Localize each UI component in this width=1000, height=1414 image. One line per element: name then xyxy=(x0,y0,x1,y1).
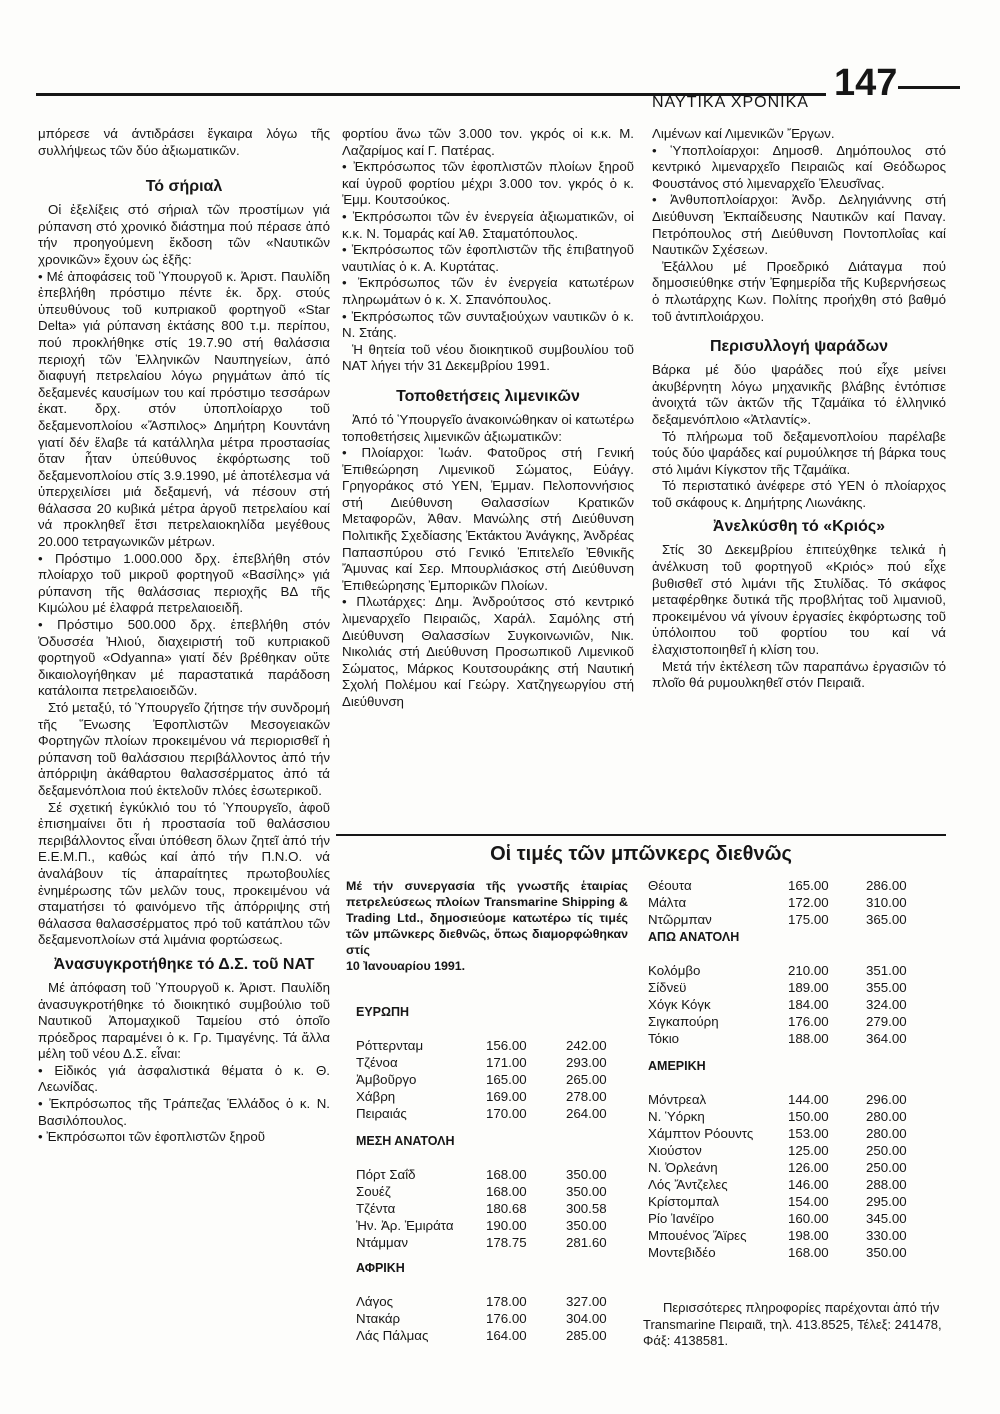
column-2 xyxy=(342,126,634,711)
price-mdo: 310.00 xyxy=(866,895,907,910)
price-row xyxy=(648,1013,944,1030)
paragraph: • Ἐκπρόσωποι τῶν ἐφοπλιστῶν ξηροῦ xyxy=(38,1129,266,1145)
port-name: Ντάμμαν xyxy=(356,1235,409,1250)
price-ifo: 170.00 xyxy=(486,1106,527,1121)
price-row xyxy=(648,894,944,911)
heading-nat-board: Ἀνασυγκροτήθηκε τό Δ.Σ. τοῦ ΝΑΤ xyxy=(53,955,315,973)
price-ifo: 184.00 xyxy=(788,997,829,1012)
price-ifo: 144.00 xyxy=(788,1092,829,1107)
paragraph: Μέ ἀπόφαση τοῦ Ὑπουργοῦ κ. Ἀριστ. Παυλίδη ἀνασυγκροτήθηκε τό διοικητικό συμβούλιο τοῦ Ναυτικοῦ Ἀπομαχικοῦ Ταμείου στό ὁποῖο πρόεδρος παραμένει ὁ κ. Γρ. Τιμαγένης. Τά ἄλλα μέλη τοῦ νέου Δ.Σ. εἶναι: xyxy=(38,979,330,1062)
price-mdo: 278.00 xyxy=(566,1089,607,1104)
paragraph: Σέ σχετική ἐγκύκλιό του τό Ὑπουργεῖο, ἀφοῦ ἐπισημαίνει ὅτι ἡ προστασία τοῦ θαλάσσιου περιβάλλοντος εἶναι ὑπόθεση ὅλων ζητεῖ ἀπό τήν Ε.Ε.Μ.Π., καθώς καί ἀπό τήν Π.Ν.Ο. νά ἀναλάβουν τίς ἀπαραίτητες πρωτοβουλίες ἐνημέρωσης τῶν μελῶν τους, προκειμένου νά σταματήσει τό φαινόμενο τῆς ἀπόρριψης στή θάλασσα θαλασσέρματος πρό τοῦ κατάπλου τῶν δεξαμενοπλοίων στά λιμάνια φορτώσεως. xyxy=(38,799,330,948)
port-name: Τζένοα xyxy=(356,1055,398,1070)
paragraph: • Ἐκπρόσωπος τῶν ἐφοπλιστῶν πλοίων ξηροῦ καί ὑγροῦ φορτίου μέχρι 3.000 τον. γκρός ὁ κ. Ἐμμ. Κουτσούκος. xyxy=(342,159,634,208)
paragraph: Τό πλήρωμα τοῦ δεξαμενοπλοίου παρέλαβε τούς δύο ψαράδες καί ρυμούλκησε τή βάρκα τους στό λιμάνι Κίγκστον τῆς Τζαμάϊκα. xyxy=(652,428,946,477)
price-row xyxy=(648,1125,944,1142)
price-ifo: 171.00 xyxy=(486,1055,527,1070)
port-name: Ν. Ὀρλεάνη xyxy=(648,1160,718,1175)
heading-serial: Τό σήριαλ xyxy=(145,178,223,196)
price-mdo: 351.00 xyxy=(866,963,907,978)
port-name: Μοντεβιδέο xyxy=(648,1245,716,1260)
port-name: Τζέντα xyxy=(356,1201,396,1216)
region-africa: ΑΦΡΙΚΗ xyxy=(356,1261,405,1275)
price-mdo: 324.00 xyxy=(866,997,907,1012)
price-ifo: 165.00 xyxy=(486,1072,527,1087)
port-name: Χάμπτον Ρόουντς xyxy=(648,1126,754,1141)
price-row xyxy=(648,877,944,894)
port-name: Λάγος xyxy=(356,1294,394,1309)
price-mdo: 327.00 xyxy=(566,1294,607,1309)
price-mdo: 365.00 xyxy=(866,912,907,927)
price-ifo: 164.00 xyxy=(486,1328,527,1343)
price-row xyxy=(648,962,944,979)
paragraph: • Εἰδικός γιά ἀσφαλιστικά θέματα ὁ κ. Θ. Λεωνίδας. xyxy=(38,1062,330,1095)
bunker-table-right xyxy=(648,877,944,1261)
port-name: Ρίο Ἰανέϊρο xyxy=(648,1211,715,1226)
price-mdo: 280.00 xyxy=(866,1109,907,1124)
price-ifo: 175.00 xyxy=(788,912,829,927)
price-ifo: 169.00 xyxy=(486,1089,527,1104)
bunker-intro xyxy=(346,878,628,974)
rows-mideast xyxy=(356,1166,636,1251)
price-ifo: 153.00 xyxy=(788,1126,829,1141)
price-row xyxy=(648,1244,944,1261)
heading-krios-salvage: Ἀνελκύσθη τό «Κριός» xyxy=(712,518,886,536)
price-row xyxy=(648,1227,944,1244)
price-row xyxy=(648,1108,944,1125)
heading-fishermen-rescue: Περισυλλογή ψαράδων xyxy=(710,338,888,356)
price-row xyxy=(356,1293,636,1310)
price-mdo: 250.00 xyxy=(866,1160,907,1175)
port-name: Λός Ἄντζελες xyxy=(648,1177,728,1192)
price-row xyxy=(648,1030,944,1047)
page-number: 147 xyxy=(834,62,898,104)
price-mdo: 350.00 xyxy=(566,1167,607,1182)
port-name: Μάλτα xyxy=(648,895,687,910)
port-name: Πειραιάς xyxy=(356,1106,407,1121)
price-mdo: 280.00 xyxy=(866,1126,907,1141)
price-row xyxy=(356,1327,636,1344)
price-row xyxy=(648,1193,944,1210)
price-ifo: 198.00 xyxy=(788,1228,829,1243)
paragraph: • Μέ ἀποφάσεις τοῦ Ὑπουργοῦ κ. Ἀριστ. Παυλίδη ἐπεβλήθη πρόστιμο πέντε ἑκ. δρχ. στούς ὑπευθύνους τοῦ κυπριακοῦ φορτηγοῦ «Star Delta» γιά ρύπανση ἐκτάσης 800 τ.μ. περίπου, πού προκλήθηκε στίς 19.7.90 στή θαλάσσια περιοχή τῶν Ἑλληνικῶν Ναυπηγείων, ἀπό διαφυγή πετρελαίου λόγω ρηγμάτων ἀπό τίς δεξαμενές καυσίμων του καί πρόστιμο τεσσάρων ἑκατ. δρχ. στόν ὑποπλοίαρχο τοῦ δεξαμενοπλοίου «Ἄσπιλος» Δημήτρη Κουντάνη γιατί δέν ἔλαβε τά κατάλληλα μέτρα προστασίας ὅταν ἦταν ὑπεύθυνος ἐκφόρτωσης τοῦ δεξαμενοπλοίου στίς 3.9.1990, μέ ἀποτέλεσμα νά ὑπερχειλίσει μιά δεξαμενή, νά πέσουν στή θάλασσα 20 κυβικά μέτρα ἀργοῦ πετρελαίου καί νά προκληθεῖ ἔτσι πετρελαιοκηλίδα μεγέθους 20.000 τετραγωνικῶν μέτρων. xyxy=(38,268,330,550)
price-row xyxy=(356,1088,636,1105)
price-row xyxy=(356,1217,636,1234)
rows-america xyxy=(648,1091,944,1261)
price-mdo: 265.00 xyxy=(566,1072,607,1087)
price-row xyxy=(648,911,944,928)
price-row xyxy=(648,979,944,996)
price-mdo: 293.00 xyxy=(566,1055,607,1070)
price-row xyxy=(648,1142,944,1159)
paragraph: • Ἐκπρόσωπος τῆς Τράπεζας Ἑλλάδος ὁ κ. Ν. Βασιλόπουλος. xyxy=(38,1096,330,1128)
port-name: Ντῶρμπαν xyxy=(648,912,712,927)
footer-text: Περισσότερες πληροφορίες παρέχονται ἀπό τήν Transmarine Πειραιᾶ, τηλ. 413.8525, Τέλεξ: 241478, Φάξ: 4138581. xyxy=(643,1300,942,1348)
paragraph: Στίς 30 Δεκεμβρίου ἐπιτεύχθηκε τελικά ἡ ἀνέλκυση τοῦ φορτηγοῦ «Κριός» πού εἶχε βυθισθεῖ στό λιμάνι τῆς Στυλίδας. Τό σκάφος μεταφέρθηκε δυτικά τῆς προβλήτας τοῦ λιμανιοῦ, προκειμένου νά γίνουν ἐργασίες ἐκφόρτωσης τοῦ ὑπόλοιπου τοῦ φορτίου του καί νά ἐλαχιστοποιηθεῖ ἡ κλίση του. xyxy=(652,542,946,658)
rows-europe xyxy=(356,1037,636,1122)
paragraph: Τό περιστατικό ἀνέφερε στό ΥΕΝ ὁ πλοίαρχος τοῦ σκάφους κ. Δημήτρης Λιωνάκης. xyxy=(652,478,946,510)
price-mdo: 355.00 xyxy=(866,980,907,995)
paragraph: • Πλοίαρχοι: Ἰωάν. Φατοῦρος στή Γενική Ἐπιθεώρηση Λιμενικοῦ Σώματος, Εὐάγγ. Γρηγοράκος στό ΥΕΝ, Ἐμμαν. Πελοποννήσιος στή Διεύθυνση Θαλασσίων Κρατικῶν Μεταφορῶν, Ἀθαν. Μανώλης στή Διεύθυνση Πολιτικῆς Σχεδίασης Ἐκτάκτου Ἀνάγκης, Ἀνδρέας Παπασπύρου στό Γενικό Ἐπιτελεῖο Ἐθνικῆς Ἄμυνας καί Σερ. Μπουρλιάσκος στή Διεύθυνση Ἐπιθεώρησης Ἐμπορικῶν Πλοίων. xyxy=(342,445,634,593)
port-name: Σουέζ xyxy=(356,1184,391,1199)
price-row xyxy=(648,1176,944,1193)
price-mdo: 264.00 xyxy=(566,1106,607,1121)
paragraph: • Ἐκπρόσωπος τῶν συνταξιούχων ναυτικῶν ὁ κ. Ν. Στάης. xyxy=(342,308,634,341)
price-mdo: 304.00 xyxy=(566,1311,607,1326)
price-mdo: 345.00 xyxy=(866,1211,907,1226)
price-row xyxy=(356,1234,636,1251)
port-name: Τόκιο xyxy=(648,1031,680,1046)
price-ifo: 125.00 xyxy=(788,1143,829,1158)
paragraph: Στό μεταξύ, τό Ὑπουργεῖο ζήτησε τήν συνδρομή τῆς Ἕνωσης Ἐφοπλιστῶν Μεσογειακῶν Φορτηγῶν πλοίων προκειμένου νά περιορισθεῖ ἡ ρύπανση τοῦ θαλάσσιου περιβάλλοντος ἀπό τήν ἀπόρριψη ἀκάθαρτου θαλασσέρματος ἀπό τά δεξαμενόπλοια πού ἐκτελοῦν πλόες ἐσωτερικοῦ. xyxy=(38,700,330,798)
paragraph: • Ἐκπρόσωπος τῶν ἐφοπλιστῶν τῆς ἐπιβατηγοῦ ναυτιλίας ὁ κ. Α. Κυρτάτας. xyxy=(342,242,634,274)
heading-port-appointments: Τοποθετήσεις λιμενικῶν xyxy=(396,387,580,405)
port-name: Κρίστομπαλ xyxy=(648,1194,720,1209)
price-ifo: 154.00 xyxy=(788,1194,829,1209)
price-mdo: 330.00 xyxy=(866,1228,907,1243)
port-name: Ν. Ὑόρκη xyxy=(648,1109,705,1124)
port-name: Σιγκαπούρη xyxy=(648,1014,719,1029)
paragraph: Βάρκα μέ δύο ψαράδες πού εἶχε μείνει ἀκυβέρνητη λόγω μηχανικῆς βλάβης ἐντόπισε ἀνοιχτά τῶν ἀκτῶν τῆς Τζαμάϊκα τό ἑλληνικό δεξαμενόπλοιο «Ἀτλαντίς». xyxy=(652,362,946,427)
price-mdo: 296.00 xyxy=(866,1092,907,1107)
price-ifo: 168.00 xyxy=(486,1184,527,1199)
paragraph: μπόρεσε νά άντιδράσει ἔγκαιρα λόγω τῆς συλλήψεως τῶν δύο ἀξιωματικῶν. xyxy=(38,126,330,158)
paragraph: Οἱ ἐξελίξεις στό σήριαλ τῶν προστίμων γιά ρύπανση στό χρονικό διάστημα πού πέρασε ἀπό τήν προηγούμενη ἔκδοση τῶν «Ναυτικῶν χρονικῶν» ἔχουν ὡς ἑξῆς: xyxy=(38,202,330,267)
price-ifo: 210.00 xyxy=(788,963,829,978)
intro-text: Μέ τήν συνεργασία τῆς γνωστῆς ἑταιρίας πετρελεύσεως πλοίων Transmarine Shipping & Trading Ltd., δημοσιεύομε κατωτέρω τίς τιμές τῶν μπῶνκερς διεθνῶς, ὅπως διαμορφώθηκαν στίς xyxy=(346,879,628,957)
price-mdo: 281.60 xyxy=(566,1235,607,1250)
price-mdo: 350.00 xyxy=(866,1245,907,1260)
price-row xyxy=(648,1210,944,1227)
price-ifo: 168.00 xyxy=(486,1167,527,1182)
port-name: Μπουένος Ἄϊρες xyxy=(648,1228,747,1243)
price-mdo: 295.00 xyxy=(866,1194,907,1209)
port-name: Λάς Πάλμας xyxy=(356,1328,429,1343)
paragraph: Λιμένων καί Λιμενικῶν Ἔργων. xyxy=(652,126,835,141)
price-mdo: 285.00 xyxy=(566,1328,607,1343)
port-name: Κολόμβο xyxy=(648,963,701,978)
price-ifo: 188.00 xyxy=(788,1031,829,1046)
column-1 xyxy=(38,126,330,1146)
rows-africa xyxy=(356,1293,636,1344)
price-mdo: 364.00 xyxy=(866,1031,907,1046)
paragraph: Ἀπό τό Ὑπουργεῖο ἀνακοινώθηκαν οἱ κατωτέρω τοποθετήσεις λιμενικῶν ἀξιωματικῶν: xyxy=(342,411,634,444)
paragraph: • Πρόστιμο 500.000 δρχ. ἐπεβλήθη στόν Ὀδυσσέα Ἠλιού, διαχειριστή τοῦ κυπριακοῦ φορτηγοῦ «Odyanna» γιατί δέν βρέθηκαν οὔτε δικαιολογήθηκαν μέ παραστατικά παράδοση κατάλοιπα πετρελαιοειδῶν. xyxy=(38,617,330,699)
price-mdo: 242.00 xyxy=(566,1038,607,1053)
paragraph: Ἡ θητεία τοῦ νέου διοικητικοῦ συμβουλίου τοῦ ΝΑΤ λήγει τήν 31 Δεκεμβρίου 1991. xyxy=(342,341,634,374)
price-ifo: 150.00 xyxy=(788,1109,829,1124)
price-mdo: 350.00 xyxy=(566,1184,607,1199)
price-row xyxy=(356,1071,636,1088)
region-europe: ΕΥΡΩΠΗ xyxy=(356,1005,410,1019)
price-row xyxy=(356,1310,636,1327)
price-row xyxy=(356,1200,636,1217)
port-name: Χόγκ Κόγκ xyxy=(648,997,711,1012)
section-rule xyxy=(336,834,946,836)
paragraph: • Ὑποπλοίαρχοι: Δημοσθ. Δημόπουλος στό κεντρικό λιμεναρχεῖο Πειραιῶς καί Θεόδωρος Φουστάνος στό λιμεναρχεῖο Ἐλευσῖνας. xyxy=(652,142,946,191)
rows-fareast xyxy=(648,962,944,1047)
paragraph: • Ἀνθυποπλοίαρχοι: Ἀνδρ. Δεληγιάννης στή Διεύθυνση Ἐκπαίδευσης Ναυτικῶν καί Παναγ. Πετρόπουλος στή Διεύθυνση Ποντοπλοΐας καί Ναυτικῶν Σχέσεων. xyxy=(652,192,946,258)
magazine-title: ΝΑΥΤΙΚΑ ΧΡΟΝΙΚΑ xyxy=(652,94,809,111)
price-row xyxy=(356,1054,636,1071)
port-name: Ρόττερνταμ xyxy=(356,1038,424,1053)
price-ifo: 146.00 xyxy=(788,1177,829,1192)
price-ifo: 160.00 xyxy=(788,1211,829,1226)
bunker-prices-title: Οἱ τιμές τῶν μπῶνκερς διεθνῶς xyxy=(490,843,792,865)
port-name: Σίδνεϋ xyxy=(648,980,687,995)
price-ifo: 178.75 xyxy=(486,1235,527,1250)
price-ifo: 126.00 xyxy=(788,1160,829,1175)
price-row xyxy=(356,1183,636,1200)
price-mdo: 250.00 xyxy=(866,1143,907,1158)
paragraph: Ἐξάλλου μέ Προεδρικό Διάταγμα πού δημοσιεύθηκε στήν Ἐφημερίδα τῆς Κυβερνήσεως ὁ πλωτάρχης Κων. Πολίτης προήχθη στό βαθμό τοῦ ἀντιπλοιάρχου. xyxy=(652,258,946,324)
paragraph: Μετά τήν ἐκτέλεση τῶν παραπάνω ἐργασιῶν τό πλοῖο θά ρυμουλκηθεῖ στόν Πειραιᾶ. xyxy=(652,658,946,691)
bunker-footer xyxy=(643,1300,943,1350)
price-ifo: 165.00 xyxy=(788,878,829,893)
port-name: Χάβρη xyxy=(356,1089,396,1104)
price-ifo: 168.00 xyxy=(788,1245,829,1260)
port-name: Ἀμβοῦργο xyxy=(356,1072,417,1087)
paragraph: • Ἐκπρόσωπος τῶν ἐν ἐνεργεία κατωτέρων πληρωμάτων ὁ κ. Χ. Σπανόπουλος. xyxy=(342,275,634,307)
price-ifo: 176.00 xyxy=(486,1311,527,1326)
price-ifo: 172.00 xyxy=(788,895,829,910)
paragraph: • Ἐκπρόσωποι τῶν ἐν ἐνεργεία ἀξιωματικῶν, οἱ κ.κ. Ν. Τομαράς καί Ἀθ. Σταματόπουλος. xyxy=(342,208,634,241)
region-america: ΑΜΕΡΙΚΗ xyxy=(648,1059,706,1073)
paragraph: • Πρόστιμο 1.000.000 δρχ. ἐπεβλήθη στόν πλοίαρχο τοῦ μικροῦ φορτηγοῦ «Βασίλης» γιά ρύπανση τῆς θαλάσσιας περιοχῆς ΒΔ τῆς Κιμώλου μέ ἐλαφρά πετρελαιοειδῆ. xyxy=(38,550,330,616)
price-mdo: 279.00 xyxy=(866,1014,907,1029)
price-ifo: 176.00 xyxy=(788,1014,829,1029)
price-ifo: 180.68 xyxy=(486,1201,527,1216)
price-mdo: 286.00 xyxy=(866,878,907,893)
price-row xyxy=(648,1159,944,1176)
price-mdo: 350.00 xyxy=(566,1218,607,1233)
price-row xyxy=(648,996,944,1013)
price-row xyxy=(356,1105,636,1122)
region-mideast: ΜΕΣΗ ΑΝΑΤΟΛΗ xyxy=(356,1134,455,1148)
price-ifo: 156.00 xyxy=(486,1038,527,1053)
price-mdo: 288.00 xyxy=(866,1177,907,1192)
price-row xyxy=(356,1166,636,1183)
region-fareast: ΑΠΩ ΑΝΑΤΟΛΗ xyxy=(648,930,740,944)
price-ifo: 190.00 xyxy=(486,1218,527,1233)
port-name: Μόντρεαλ xyxy=(648,1092,707,1107)
intro-date: 10 Ἰανουαρίου 1991. xyxy=(346,959,466,973)
port-name: Χιούστον xyxy=(648,1143,702,1158)
paragraph: • Πλωτάρχες: Δημ. Ἀνδρούτσος στό κεντρικό λιμεναρχεῖο Πειραιῶς, Χαράλ. Σαμόλης στή Διεύθυνση Θαλασσίων Συγκοινωνιῶν, Νικ. Νικολιάς στή Διεύθυνση Προσωπικοῦ Λιμενικοῦ Σώματος, Μάρκος Κουτσουράκης στή Ναυτική Σχολή Πολέμου καί Γεώργ. Χατζηγεωργίου στή Διεύθυνση xyxy=(342,594,634,709)
port-name: Πόρτ Σαΐδ xyxy=(356,1167,416,1182)
price-ifo: 178.00 xyxy=(486,1294,527,1309)
paragraph: φορτίου ἄνω τῶν 3.000 τον. γκρός οἱ κ.κ. Μ. Λαζαρίμος καί Γ. Πατέρας. xyxy=(342,126,634,158)
bunker-table-left xyxy=(356,1005,636,1344)
price-row xyxy=(356,1037,636,1054)
header-rule-right xyxy=(898,86,960,89)
port-name: Ἡν. Ἀρ. Ἐμιράτα xyxy=(356,1218,454,1233)
price-mdo: 300.58 xyxy=(566,1201,607,1216)
column-3 xyxy=(652,126,946,692)
port-name: Ντακάρ xyxy=(356,1311,401,1326)
rows-mideast-cont xyxy=(648,877,944,928)
price-ifo: 189.00 xyxy=(788,980,829,995)
price-row xyxy=(648,1091,944,1108)
port-name: Θέουτα xyxy=(648,878,692,893)
